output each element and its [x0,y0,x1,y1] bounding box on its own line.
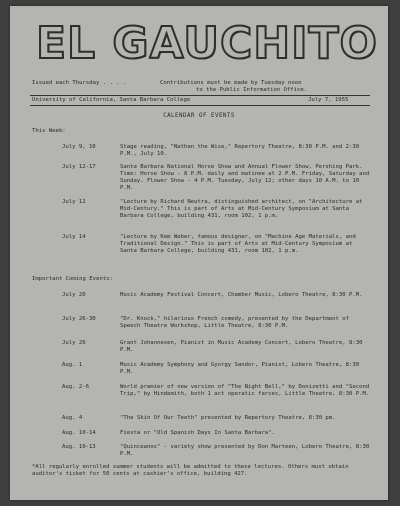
footnote: *All regularly enrolled summer students will be admitted to these lectures. Others must obtain auditor's ticket for 50 cents at cashier's office, building 427. [32,464,349,477]
issue-date: July 7, 1955 [308,97,349,103]
event-description: Santa Barbara National Horse Show and Annual Flower Show, Pershing Park. Time: Horse Show - 8 P.M. daily and matinee at 2 P.M. Friday, Saturday and Sunday. Flower Show - 4 P.M. Tuesday, July 12; other days 10 A.M. to 10 P.M. [120,164,370,191]
event-date: July 12 [62,199,86,205]
event-description: "Lecture by Kem Weber, famous designer, on "Machine Age Materials, and Traditional Design." This is part of Arts at Mid-Century Symposium at Santa Barbara College, building 431, room 102, 1 p.m. [120,234,356,254]
institution-name: University of California, Santa Barbara College [32,97,191,103]
contributions-line-2: to the Public Information Office. [196,87,308,93]
event-description: Stage reading, "Nathan the Wise," Repertory Theatre, 8:30 P.M. and 2:30 P.M., July 10. [120,144,360,157]
event-date: Aug. 10-14 [62,430,96,436]
event-date: July 9, 10 [62,144,96,150]
issued-note: Issued each Thursday . . . . [32,80,127,86]
event-description: Music Academy Symphony and Gyorgy Sandor, Pianist, Lobero Theatre, 8:30 P.M. [120,362,360,375]
event-description: "Dr. Knock," hilarious French comedy, presented by the Department of Speech Theatre Workshop, Little Theatre, 8:30 P.M. [120,316,350,329]
header-rule-bottom [30,105,370,106]
event-date: July 20 [62,292,86,298]
calendar-title: CALENDAR OF EVENTS [163,113,235,119]
event-date: Aug. 10-13 [62,444,96,450]
coming-events-label: Important Coming Events: [32,276,113,282]
event-date: Aug. 4 [62,415,83,421]
event-description: Music Academy Festival Concert, Chamber Music, Lobero Theatre, 8:30 P.M. [120,292,363,298]
event-description: "The Skin Of Our Teeth" presented by Repertory Theatre, 8:30 pm. [120,415,336,421]
this-week-label: This Week: [32,128,66,134]
masthead-title: EL GAUCHITO [36,18,378,69]
event-date: July 26 [62,340,86,346]
event-description: "Quinceanos" - variety show presented by Don Marteen, Lobero Theatre, 8:30 P.M. [120,444,370,457]
header-rule-top [30,95,370,96]
event-date: Aug. 1 [62,362,83,368]
event-description: World premier of new version of "The Night Bell," by Donizetti and "Second Trip," by Hindemith, both 1 act operatic farces, Little Theatre, 8:30 P.M. [120,384,370,397]
contributions-line-1: Contributions must be made by Tuesday noon [160,80,302,86]
event-date: July 12-17 [62,164,96,170]
event-date: July 26-30 [62,316,96,322]
event-date: Aug. 2-6 [62,384,89,390]
event-description: Fiesta or "Old Spanish Days In Santa Barbara". [120,430,275,436]
event-description: "Lecture by Richard Neutra, distinguished architect, on "Architecture at Mid-Century." This is part of Arts at Mid-Century Symposium at Santa Barbara College, building 431, room 102, 1 p.m. [120,199,363,219]
event-description: Grant Johannesen, Pianist in Music Academy Concert, Lobero Theatre, 8:30 P.M. [120,340,363,353]
document-page [10,6,388,500]
event-date: July 14 [62,234,86,240]
